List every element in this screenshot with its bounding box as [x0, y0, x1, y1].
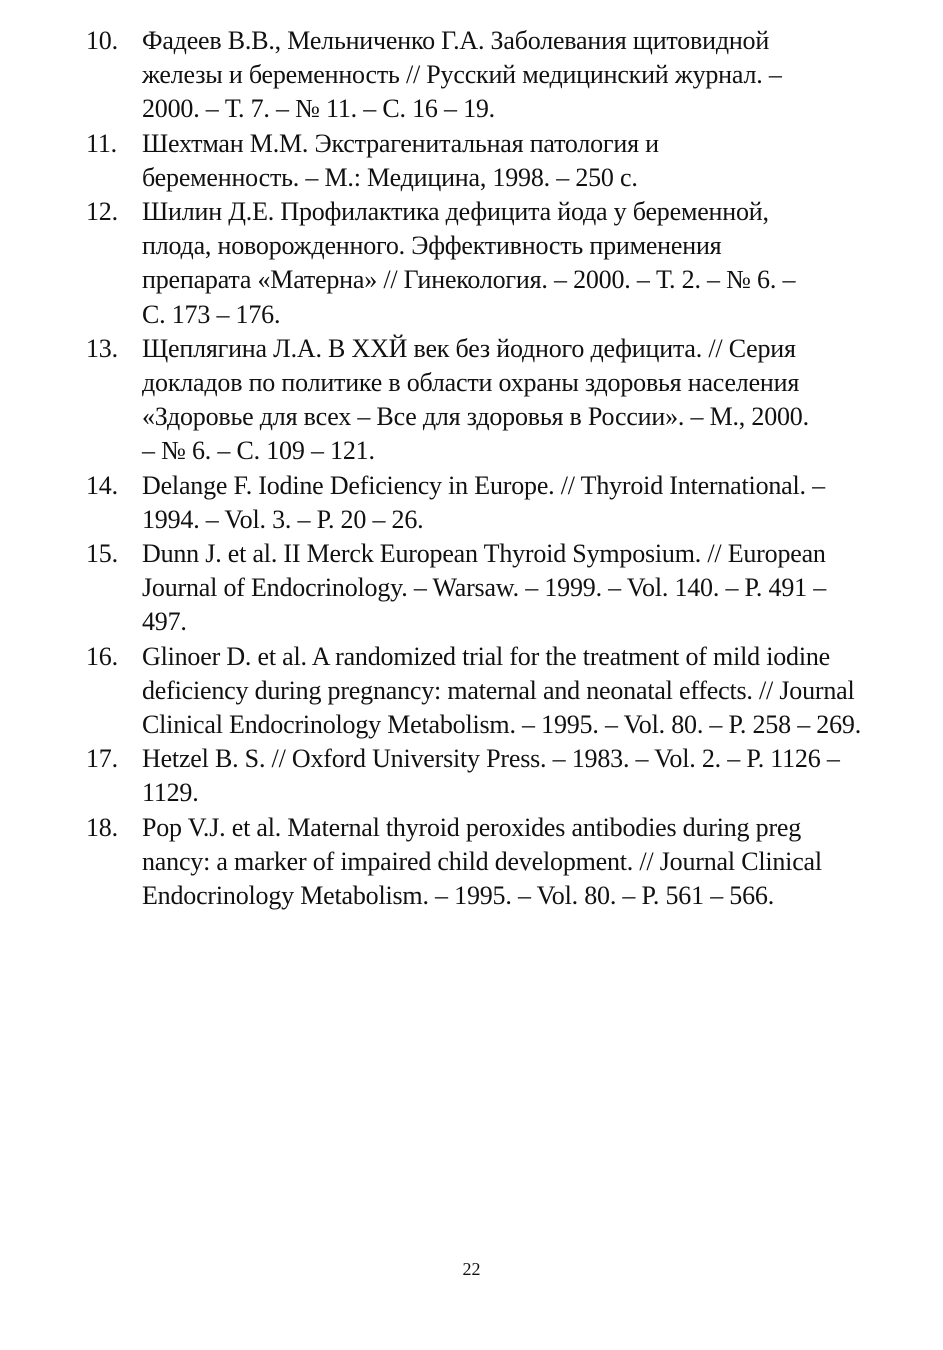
reference-number: 17. [86, 744, 118, 774]
reference-number: 11. [86, 128, 117, 158]
reference-text: Hetzel B. S. // Oxford University Press. – 1983. – Vol. 2. – P. 1126 – 1129. [142, 744, 840, 808]
reference-text: Шилин Д.Е. Профилактика дефицита йода у беременной, плода, новорожденного. Эффективность применения препарата «Матерна» // Гинекология. – 2000. – Т. 2. – № 6. – С. 173 – 176. [142, 197, 796, 329]
reference-text: Шехтман М.М. Экстрагенитальная патология и беременность. – М.: Медицина, 1998. – 250 с. [142, 128, 659, 192]
reference-number: 18. [86, 812, 118, 842]
reference-number: 10. [86, 26, 118, 55]
reference-text: Pop V.J. et al. Maternal thyroid peroxides antibodies during preg nancy: a marker of impaired child development. // Journal Clinical Endocrinology Metabolism. – 1995. – Vol. 80. – P. 561 – 566. [142, 812, 822, 911]
reference-number: 15. [86, 539, 118, 569]
reference-item [86, 24, 876, 127]
reference-number: 12. [86, 197, 118, 227]
reference-number: 13. [86, 333, 118, 363]
reference-item [86, 537, 876, 640]
reference-item [86, 469, 876, 537]
reference-text: Фадеев В.В., Мельниченко Г.А. Заболевания щитовидной железы и беременность // Русский медицинский журнал. – 2000. – Т. 7. – № 11. – С. 16 – 19. [142, 26, 782, 124]
reference-text: Щеплягина Л.А. В XXЙ век без йодного дефицита. // Серия докладов по политике в области охраны здоровья населения «Здоровье для всех – Все для здоровья в России». – М., 2000. – № 6. – С. 109 – 121. [142, 333, 809, 466]
reference-item [86, 127, 876, 195]
reference-item [86, 742, 876, 810]
reference-item [86, 640, 876, 743]
reference-text: Delange F. Iodine Deficiency in Europe. // Thyroid International. – 1994. – Vol. 3. – P. 20 – 26. [142, 470, 825, 534]
page-number: 22 [462, 1259, 481, 1279]
reference-text: Dunn J. et al. II Merck European Thyroid Symposium. // European Journal of Endocrinology. – Warsaw. – 1999. – Vol. 140. – P. 491 – 497. [142, 539, 827, 637]
reference-item [86, 195, 876, 332]
reference-item [86, 811, 876, 914]
reference-list [86, 24, 876, 913]
reference-text: Glinoer D. et al. A randomized trial for the treatment of mild iodine deficiency during pregnancy: maternal and neonatal effects. // Journal Clinical Endocrinology Metabolism. – 1995. – Vol. 80. – P. 258 – 269. [142, 641, 862, 740]
reference-item [86, 332, 876, 469]
reference-number: 16. [86, 641, 118, 671]
reference-number: 14. [86, 470, 118, 500]
